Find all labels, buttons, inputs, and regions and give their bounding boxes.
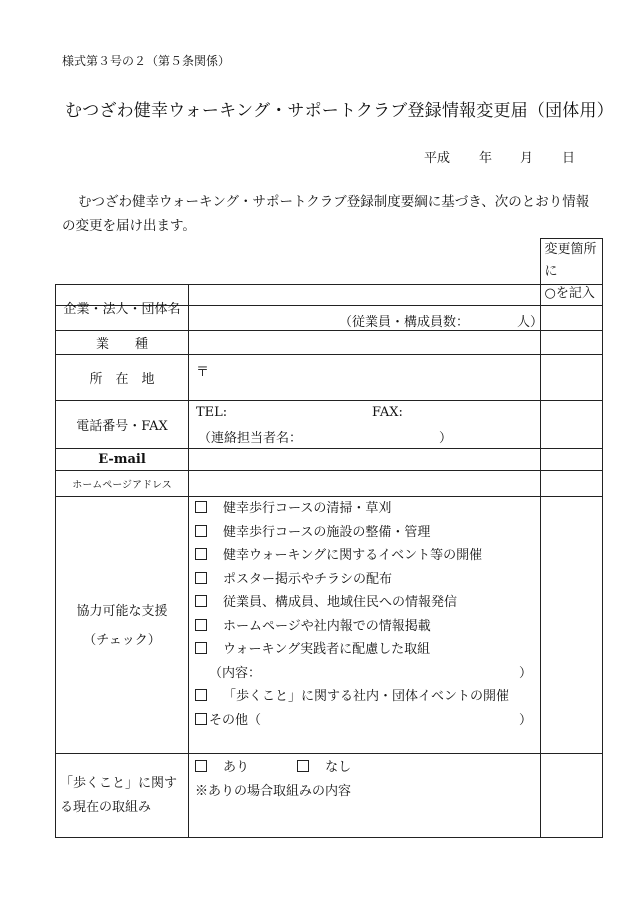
intro-line-2: の変更を届け出ます。 [62,218,196,234]
industry-label: 業 種 [56,331,189,355]
change-mark-header: 変更箇所に ○を記入 [540,239,602,306]
address-change-mark[interactable] [541,355,603,401]
employees-suffix: 人） [517,315,544,330]
date-year: 年 [479,151,493,166]
intro-line-1: むつざわ健幸ウォーキング・サポートクラブ登録制度要綱に基づき、次のとおり情報 [78,194,590,210]
support-option-7[interactable]: ウォーキング実践者に配慮した取組 [189,638,540,662]
current-note: ※ありの場合取組みの内容 [195,783,352,799]
current-no-option[interactable]: なし [297,760,351,775]
checkbox[interactable] [195,595,207,607]
support-option-1[interactable]: 健幸歩行コースの清掃・草刈 [189,497,540,521]
homepage-field[interactable] [189,471,541,497]
company-change-mark[interactable] [541,285,603,331]
homepage-change-mark[interactable] [541,471,603,497]
email-change-mark[interactable] [541,449,603,471]
current-yes-option[interactable]: あり [195,760,249,775]
checkbox[interactable] [195,642,207,654]
support-options [189,497,541,754]
support-option-3[interactable]: 健幸ウォーキングに関するイベント等の開催 [189,544,540,568]
address-label: 所 在 地 [56,355,189,401]
registration-table [55,284,603,838]
company-field[interactable] [189,285,544,331]
industry-change-mark[interactable] [541,331,603,355]
address-field[interactable] [189,355,541,401]
postal-mark: 〒 [196,365,210,380]
support-change-mark[interactable] [541,497,603,754]
email-label: E-mail [56,449,189,471]
support-option-4[interactable]: ポスター掲示やチラシの配布 [189,568,540,592]
fax-label: FAX: [372,405,403,420]
support-option-5[interactable]: 従業員、構成員、地域住民への情報発信 [189,591,540,615]
support-option-2[interactable]: 健幸歩行コースの施設の整備・管理 [189,521,540,545]
date-line [424,147,575,166]
support-label: 協力可能な支援 （チェック） [56,497,189,754]
tel-label: TEL: [196,405,228,420]
company-label: 企業・法人・団体名 [56,285,189,331]
contact-suffix: ） [439,431,453,446]
date-day: 日 [562,151,576,166]
date-era: 平成 [424,151,451,166]
current-options [189,754,540,780]
support-option-other[interactable]: その他（ ） [189,709,540,733]
employees-prefix: （従業員・構成員数： [339,315,470,330]
checkbox[interactable] [195,548,207,560]
checkbox[interactable] [195,501,207,513]
support-content-line[interactable]: （内容： ） [209,665,533,681]
checkbox[interactable] [195,572,207,584]
checkbox[interactable] [195,689,207,701]
email-field[interactable] [189,449,541,471]
support-option-6[interactable]: ホームページや社内報での情報掲載 [189,615,540,639]
phone-field[interactable] [189,401,541,449]
current-label: 「歩くこと」に関す る現在の取組み [56,754,189,838]
phone-change-mark[interactable] [541,401,603,449]
document-title: むつざわ健幸ウォーキング・サポートクラブ登録情報変更届（団体用） [65,101,614,121]
form-number: 様式第３号の２（第５条関係） [62,54,231,68]
industry-field[interactable] [189,331,541,355]
checkbox[interactable] [195,525,207,537]
current-field [189,754,541,838]
current-change-mark[interactable] [541,754,603,838]
checkbox[interactable] [297,760,309,772]
checkbox[interactable] [195,619,207,631]
phone-label: 電話番号・FAX [56,401,189,449]
date-month: 月 [520,151,534,166]
checkbox[interactable] [195,713,207,725]
contact-prefix: （連絡担当者名： [198,431,303,446]
support-option-event[interactable]: 「歩くこと」に関する社内・団体イベントの開催 [189,685,540,709]
homepage-label: ホームページアドレス [56,471,189,497]
checkbox[interactable] [195,760,207,772]
